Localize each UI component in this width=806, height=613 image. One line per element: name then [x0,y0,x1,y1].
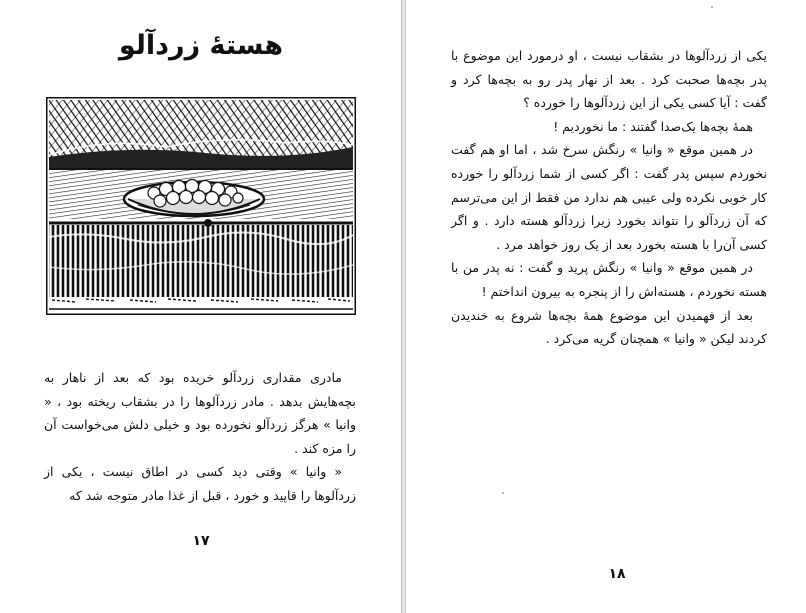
apricot-bowl-illustration [46,97,356,315]
paragraph: در همین موقع « وانیا » رنگش سرخ شد ، اما او هم گفت نخوردم سپس پدر گفت : اگر کسی از شما زردآلو را خورده کار خوبی نکرده ولی عیبی هم ندارد من فقط از این می‌ترسم که آن زردآلو را نتواند بخورد زیرا زردآلو هسته دارد . و اگر کسی آن‌را با هسته بخورد بعد از یک روز خواهد مرد . [451,142,767,252]
chapter-title: هستهٔ زردآلو [118,30,284,61]
paper-speck [502,492,504,494]
paragraph: بعد از فهمیدن این موضوع همهٔ بچه‌ها شروع به خندیدن کردند لیکن « وانیا » همچنان گریه می‌کرد . [451,307,767,347]
paragraph: مادری مقداری زردآلو خریده بود که بعد از ناهار به بچه‌هایش بدهد . مادر زردآلوها را در بشقاب ریخته بود ، « وانیا » هرگز زردآلو نخورده بود و خیلی دلش می‌خواست آن را مزه کند . [44,370,356,456]
paragraph: « وانیا » وقتی دید کسی در اطاق نیست ، یکی از زردآلوها را قاپید و خورد ، قبل از غذا مادر متوجه شد که [44,464,356,503]
page-number: ۱۸ [608,566,626,582]
page-number: ۱۷ [192,533,210,549]
paragraph: یکی از زردآلوها در بشقاب نیست ، او درمورد این موضوع با پدر بچه‌ها صحبت کرد . بعد از نهار پدر رو به بچه‌ها کرد و گفت : آیا کسی یکی از این زردآلوها را خورده ؟ [451,48,767,111]
left-page-text [44,366,356,508]
paper-speck [711,6,713,8]
right-page-text [451,44,767,351]
paragraph: در همین موقع « وانیا » رنگش پرید و گفت : نه پدر من با هسته نخوردم ، هسته‌اش را از پنجره به بیرون انداختم ! [451,260,767,299]
right-page [405,0,806,613]
left-page [0,0,402,613]
paragraph: همهٔ بچه‌ها یک‌صدا گفتند : ما نخوردیم ! [553,118,753,134]
